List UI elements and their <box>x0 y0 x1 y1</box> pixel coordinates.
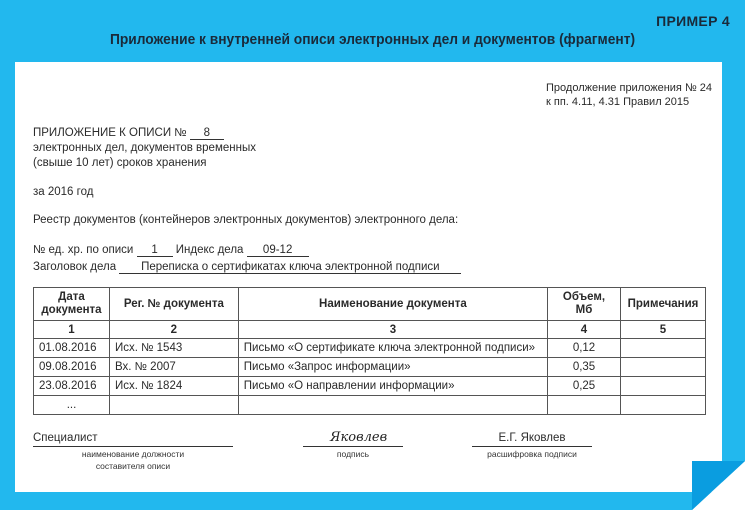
case-title-label: Заголовок дела <box>33 261 117 273</box>
cell-name: Письмо «О направлении информации» <box>238 377 547 396</box>
header-notes: Примечания <box>620 288 705 321</box>
header-size: Объем, Мб <box>548 288 621 321</box>
cell-note <box>620 358 705 377</box>
index-label: Индекс дела <box>175 244 244 256</box>
cell-note <box>620 396 705 415</box>
position-line <box>33 446 233 447</box>
index-value: 09-12 <box>247 244 309 257</box>
appendix-heading-label: ПРИЛОЖЕНИЕ К ОПИСИ № <box>33 127 187 139</box>
signature-caption: подпись <box>336 449 370 459</box>
registry-title: Реестр документов (контейнеров электронных документов) электронного дела: <box>33 214 459 226</box>
name-value: Е.Г. Яковлев <box>498 432 566 444</box>
cell-date: 09.08.2016 <box>34 358 110 377</box>
signature-line <box>303 446 403 447</box>
cell-date: ... <box>34 396 110 415</box>
document-title: Приложение к внутренней описи электронных дел и документов (фрагмент) <box>109 32 636 48</box>
cell-note <box>620 377 705 396</box>
header-date: Дата документа <box>34 288 110 321</box>
case-title-value: Переписка о сертификатах ключа электронной подписи <box>119 261 461 274</box>
cell-name <box>238 396 547 415</box>
cell-size: 0,25 <box>548 377 621 396</box>
column-number: 2 <box>109 321 238 339</box>
handwritten-signature: Яковлев <box>330 430 388 445</box>
example-label: ПРИМЕР 4 <box>656 13 730 29</box>
unit-value: 1 <box>137 244 173 257</box>
position-caption-line-1: наименование должности <box>81 449 185 459</box>
header-doc-name: Наименование документа <box>238 288 547 321</box>
cell-reg <box>109 396 238 415</box>
cell-note <box>620 339 705 358</box>
table-header-row <box>34 288 706 321</box>
header-reg-number: Рег. № документа <box>109 288 238 321</box>
documents-table <box>33 287 706 415</box>
table-row <box>34 396 706 415</box>
cell-name: Письмо «Запрос информации» <box>238 358 547 377</box>
unit-index-line <box>33 244 309 257</box>
appendix-heading <box>33 127 224 140</box>
continuation-line-1: Продолжение приложения № 24 <box>546 82 713 94</box>
column-number: 4 <box>548 321 621 339</box>
continuation-line-2: к пп. 4.11, 4.31 Правил 2015 <box>546 96 690 108</box>
cell-date: 23.08.2016 <box>34 377 110 396</box>
continuation-note <box>546 81 712 109</box>
column-number: 1 <box>34 321 110 339</box>
cell-reg: Исх. № 1543 <box>109 339 238 358</box>
appendix-line-3: (свыше 10 лет) сроков хранения <box>33 157 207 169</box>
case-title-line <box>33 261 461 274</box>
unit-label: № ед. хр. по описи <box>33 244 134 256</box>
cell-date: 01.08.2016 <box>34 339 110 358</box>
position-value: Специалист <box>33 432 98 444</box>
name-line <box>472 446 592 447</box>
table-row <box>34 358 706 377</box>
cell-size: 0,12 <box>548 339 621 358</box>
right-margin <box>745 0 750 518</box>
cell-name: Письмо «О сертификате ключа электронной подписи» <box>238 339 547 358</box>
cell-size <box>548 396 621 415</box>
cell-reg: Вх. № 2007 <box>109 358 238 377</box>
year-line: за 2016 год <box>33 186 94 198</box>
position-caption-line-2: составителя описи <box>95 461 171 471</box>
cell-reg: Исх. № 1824 <box>109 377 238 396</box>
column-number: 3 <box>238 321 547 339</box>
name-caption: расшифровка подписи <box>487 449 577 459</box>
table-row <box>34 377 706 396</box>
column-number: 5 <box>620 321 705 339</box>
inventory-number: 8 <box>190 127 224 140</box>
column-numbers-row <box>34 321 706 339</box>
position-caption <box>33 448 233 472</box>
appendix-line-2: электронных дел, документов временных <box>33 142 256 154</box>
cell-size: 0,35 <box>548 358 621 377</box>
table-row <box>34 339 706 358</box>
